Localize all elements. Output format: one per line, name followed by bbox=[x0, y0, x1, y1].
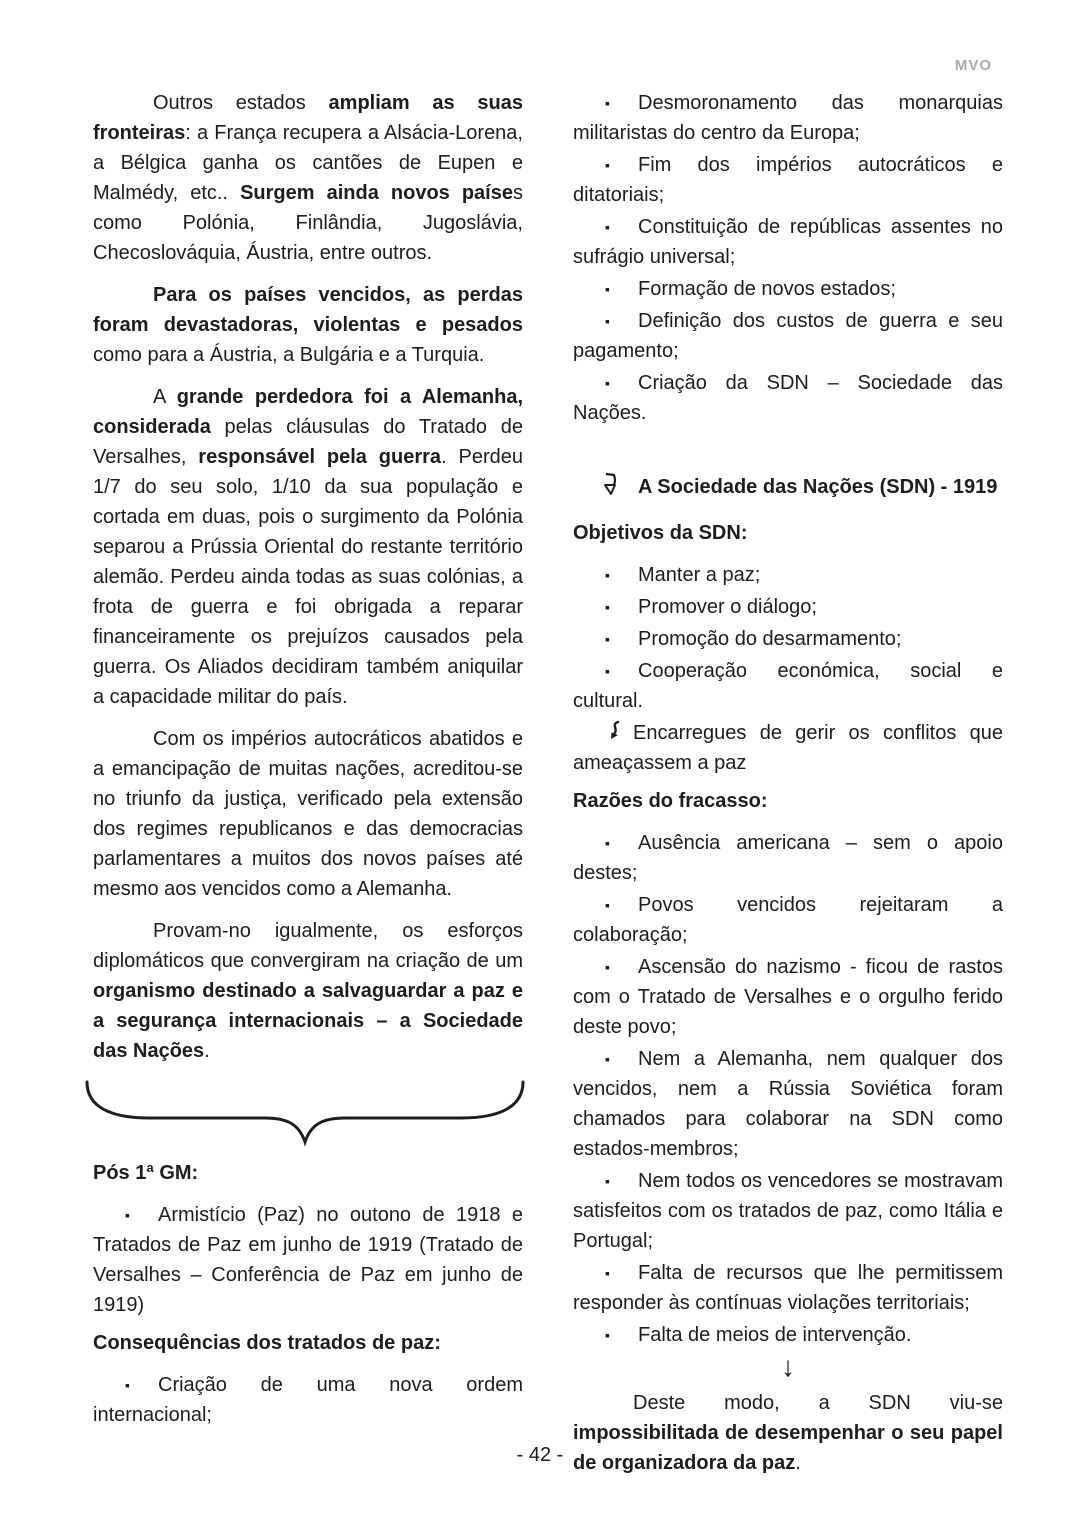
bold-text: Para os países vencidos, as perdas foram devastadoras, violentas e pesados bbox=[93, 284, 523, 336]
section-heading bbox=[573, 786, 1003, 816]
bold-text: impossibilitada de desempenhar o seu papel de organizadora da paz bbox=[573, 1422, 1003, 1474]
square-bullet-icon: ▪ bbox=[605, 157, 610, 173]
bullet-item bbox=[573, 1044, 1003, 1164]
text: Constituição de repúblicas assentes no sufrágio universal; bbox=[573, 216, 1003, 268]
paragraph bbox=[93, 280, 523, 370]
text: Ascensão do nazismo - ficou de rastos com o Tratado de Versalhes e o orgulho ferido deste povo; bbox=[573, 956, 1003, 1038]
underbrace-graphic bbox=[83, 1078, 523, 1148]
square-bullet-icon: ▪ bbox=[605, 663, 610, 679]
text: : a França recupera a Alsácia-Lorena, a Bélgica ganha os cantões de Eupen e Malmédy, etc.. bbox=[93, 122, 523, 204]
bold-text: responsável pela guerra bbox=[198, 446, 442, 468]
bullet-item bbox=[573, 274, 1003, 304]
bullet-item bbox=[573, 88, 1003, 148]
text: Criação de uma nova ordem internacional; bbox=[93, 1374, 523, 1426]
bent-arrow-icon bbox=[598, 472, 638, 502]
square-bullet-icon: ▪ bbox=[605, 313, 610, 329]
text: Promover o diálogo; bbox=[638, 596, 817, 618]
watermark: MVO bbox=[954, 57, 992, 74]
bullet-item bbox=[573, 1166, 1003, 1256]
square-bullet-icon: ▪ bbox=[605, 281, 610, 297]
text: Formação de novos estados; bbox=[638, 278, 896, 300]
text: Povos vencidos rejeitaram a colaboração; bbox=[573, 894, 1003, 946]
bullet-item bbox=[573, 1320, 1003, 1350]
square-bullet-icon: ▪ bbox=[125, 1207, 130, 1223]
text: Nem todos os vencedores se mostravam satisfeitos com os tratados de paz, como Itália e Portugal; bbox=[573, 1170, 1003, 1252]
section-heading bbox=[93, 1328, 523, 1358]
square-bullet-icon: ▪ bbox=[605, 1173, 610, 1189]
section-heading bbox=[573, 518, 1003, 548]
bullet-item bbox=[93, 1200, 523, 1320]
text: Manter a paz; bbox=[638, 564, 761, 586]
bold-text: Razões do fracasso: bbox=[573, 790, 768, 812]
text: . Perdeu 1/7 do seu solo, 1/10 da sua população e cortada em duas, pois o surgimento da Polónia separou a Prússia Oriental do restante território alemão. Perdeu ainda todas as suas colónias, a frota de guerra e foi obrigada a reparar financeiramente os prejuízos causados pela guerra. Os Aliados decidiram também aniquilar a capacidade militar do país. bbox=[93, 446, 523, 708]
square-bullet-icon: ▪ bbox=[605, 1327, 610, 1343]
text: Provam-no igualmente, os esforços diplomáticos que convergiram na criação de um bbox=[93, 920, 523, 972]
bullet-item bbox=[573, 952, 1003, 1042]
bullet-item bbox=[573, 1258, 1003, 1318]
text: Cooperação económica, social e cultural. bbox=[573, 660, 1003, 712]
square-bullet-icon: ▪ bbox=[605, 1051, 610, 1067]
text: Armistício (Paz) no outono de 1918 e Tratados de Paz em junho de 1919 (Tratado de Versalhes – Conferência de Paz em junho de 1919) bbox=[93, 1204, 523, 1316]
square-bullet-icon: ▪ bbox=[605, 1265, 610, 1281]
text: s como Polónia, Finlândia, Jugoslávia, Checoslováquia, Áustria, entre outros. bbox=[93, 182, 523, 264]
square-bullet-icon: ▪ bbox=[605, 835, 610, 851]
text: como para a Áustria, a Bulgária e a Turquia. bbox=[93, 344, 485, 366]
left-column bbox=[93, 88, 523, 1432]
square-bullet-icon: ▪ bbox=[605, 95, 610, 111]
text: Promoção do desarmamento; bbox=[638, 628, 902, 650]
bullet-item bbox=[573, 306, 1003, 366]
bullet-item bbox=[573, 624, 1003, 654]
bold-text: organismo destinado a salvaguardar a paz e a segurança internacionais – a Sociedade das Nações bbox=[93, 980, 523, 1062]
section-heading bbox=[93, 1158, 523, 1188]
text: Deste modo, a SDN viu-se bbox=[633, 1392, 1003, 1414]
square-bullet-icon: ▪ bbox=[605, 375, 610, 391]
bullet-item bbox=[573, 560, 1003, 590]
bullet-item bbox=[573, 592, 1003, 622]
down-arrow-icon: ↓ bbox=[781, 1351, 795, 1382]
paragraph bbox=[93, 382, 523, 712]
text: Outros estados bbox=[153, 92, 329, 114]
square-bullet-icon: ▪ bbox=[605, 219, 610, 235]
bold-text: ampliam as suas fronteiras bbox=[93, 92, 523, 144]
bold-text: grande perdedora foi a Alemanha, bbox=[176, 386, 523, 408]
text: Falta de recursos que lhe permitissem responder às contínuas violações territoriais; bbox=[573, 1262, 1003, 1314]
square-bullet-icon: ▪ bbox=[605, 631, 610, 647]
bullet-item bbox=[573, 890, 1003, 950]
text: Nem a Alemanha, nem qualquer dos vencidos, nem a Rússia Soviética foram chamados para colaborar na SDN como estados-membros; bbox=[573, 1048, 1003, 1160]
bold-text: A Sociedade das Nações (SDN) - 1919 bbox=[638, 476, 998, 498]
text: Com os impérios autocráticos abatidos e a emancipação de muitas nações, acreditou-se no triunfo da justiça, verificado pela extensão dos regimes republicanos e das democracias parlamentares a muitos dos novos países até mesmo aos vencidos como a Alemanha. bbox=[93, 728, 523, 900]
text: Desmoronamento das monarquias militaristas do centro da Europa; bbox=[573, 92, 1003, 144]
square-bullet-icon: ▪ bbox=[605, 599, 610, 615]
bullet-item bbox=[573, 828, 1003, 888]
square-bullet-icon: ▪ bbox=[605, 959, 610, 975]
text: Fim dos impérios autocráticos e ditatoriais; bbox=[573, 154, 1003, 206]
text: pelas cláusulas do Tratado de Versalhes, bbox=[93, 416, 523, 468]
subsection-heading bbox=[573, 472, 1003, 502]
text: . bbox=[204, 1040, 210, 1062]
squiggle-arrow-icon bbox=[605, 718, 633, 748]
text: A bbox=[153, 386, 177, 408]
bullet-item bbox=[573, 368, 1003, 428]
bold-text: Consequências dos tratados de paz: bbox=[93, 1332, 441, 1354]
page-number: - 42 - bbox=[516, 1444, 564, 1466]
square-bullet-icon: ▪ bbox=[605, 897, 610, 913]
bold-text: Surgem ainda novos paíse bbox=[240, 182, 513, 204]
paragraph bbox=[93, 916, 523, 1066]
text: Definição dos custos de guerra e seu pagamento; bbox=[573, 310, 1003, 362]
note-item bbox=[573, 718, 1003, 778]
text: Encarregues de gerir os conflitos que ameaçassem a paz bbox=[573, 722, 1003, 774]
text: Falta de meios de intervenção. bbox=[638, 1324, 912, 1346]
text: Ausência americana – sem o apoio destes; bbox=[573, 832, 1003, 884]
square-bullet-icon: ▪ bbox=[605, 567, 610, 583]
paragraph bbox=[93, 88, 523, 268]
text: Criação da SDN – Sociedade das Nações. bbox=[573, 372, 1003, 424]
square-bullet-icon: ▪ bbox=[125, 1377, 130, 1393]
right-column bbox=[573, 88, 1003, 1490]
bullet-item bbox=[573, 656, 1003, 716]
bold-text: Objetivos da SDN: bbox=[573, 522, 748, 544]
paragraph bbox=[93, 724, 523, 904]
bullet-item bbox=[573, 212, 1003, 272]
bold-text: considerada bbox=[93, 416, 211, 438]
bullet-item bbox=[93, 1370, 523, 1430]
bold-text: Pós 1ª GM: bbox=[93, 1162, 199, 1184]
bullet-item bbox=[573, 150, 1003, 210]
text: . bbox=[795, 1452, 801, 1474]
